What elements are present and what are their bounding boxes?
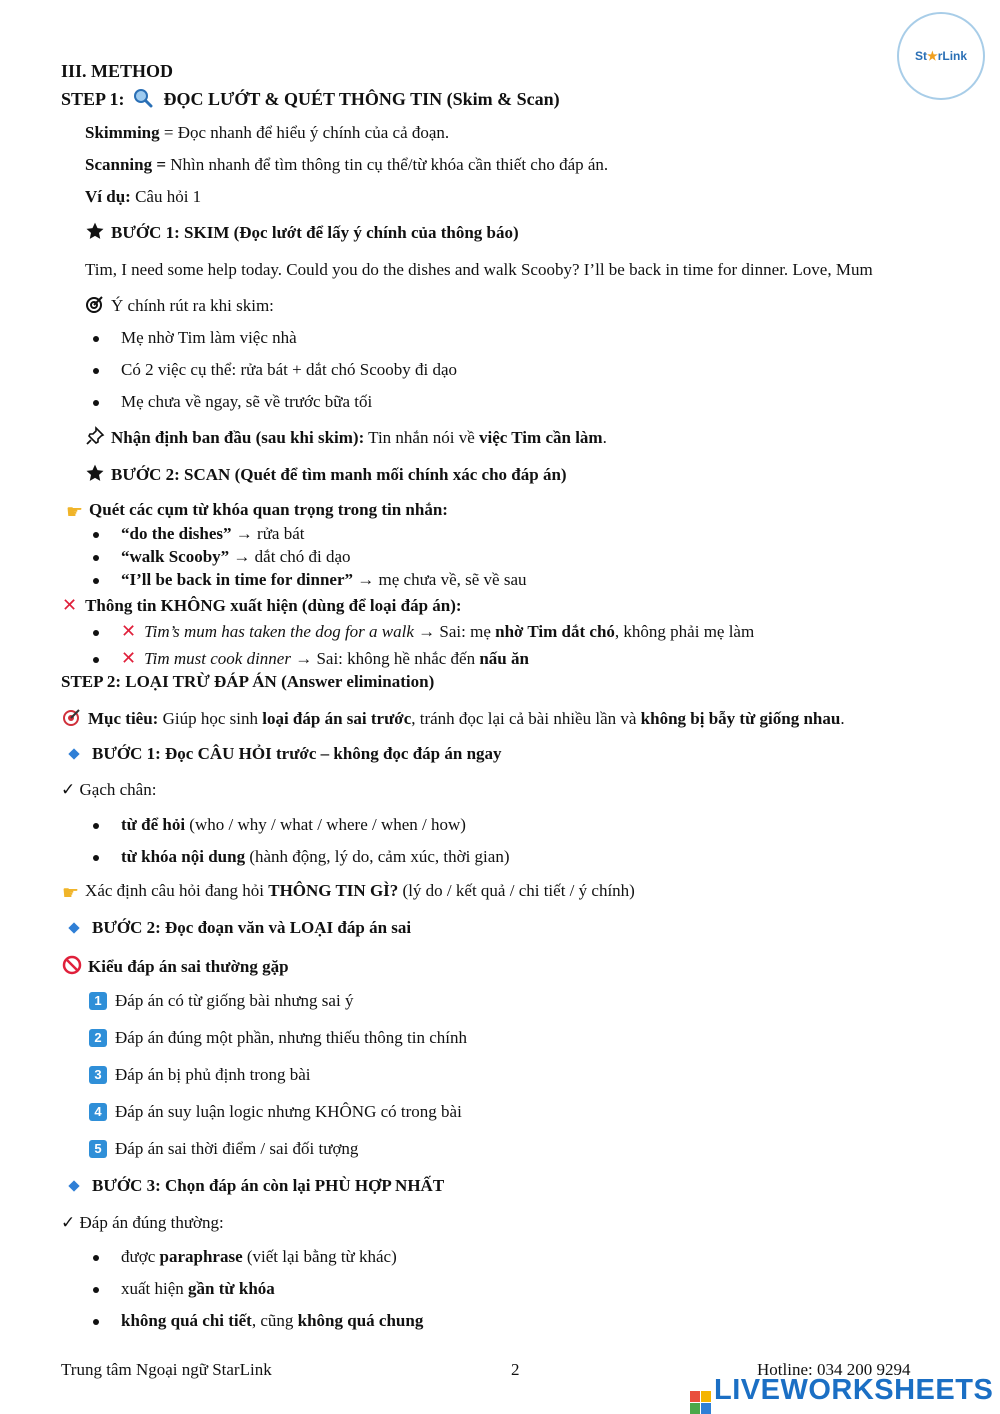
liveworksheets-logo-icon bbox=[690, 1391, 711, 1414]
goal-line: Mục tiêu: Giúp học sinh loại đáp án sai trước, tránh đọc lại cả bài nhiều lần và không bị bẫy từ giống nhau. bbox=[62, 707, 845, 729]
correct-item: được paraphrase (viết lại bằng từ khác) bbox=[121, 1247, 397, 1266]
notice-passage: Tim, I need some help today. Could you do the dishes and walk Scooby? I’ll be back in time for dinner. Love, Mum bbox=[85, 260, 873, 279]
number-badge: 4 bbox=[89, 1103, 107, 1121]
footer-hotline: Hotline: 034 200 9294 bbox=[757, 1360, 911, 1379]
bullet bbox=[93, 400, 99, 406]
number-badge: 2 bbox=[89, 1029, 107, 1047]
correct-item: xuất hiện gần từ khóa bbox=[121, 1279, 275, 1298]
liveworksheets-watermark: LIVEWORKSHEETS bbox=[690, 1374, 993, 1414]
absent-item: ✕ Tim must cook dinner → Sai: không hề nhắc đến nấu ăn bbox=[121, 648, 529, 669]
main-idea-label: Ý chính rút ra khi skim: bbox=[85, 294, 274, 316]
bullet bbox=[93, 823, 99, 829]
skimming-definition: Skimming = Đọc nhanh để hiểu ý chính của cả đoạn. bbox=[85, 123, 450, 142]
step2-heading: STEP 2: LOẠI TRỪ ĐÁP ÁN (Answer elimination) bbox=[61, 672, 435, 691]
footer-center-name: Trung tâm Ngoại ngữ StarLink bbox=[61, 1360, 272, 1379]
cross-icon: ✕ bbox=[62, 595, 78, 616]
bullet bbox=[93, 1255, 99, 1261]
underline-item: từ khóa nội dung (hành động, lý do, cảm xúc, thời gian) bbox=[121, 847, 510, 866]
keyword-item: “walk Scooby” → dắt chó đi dạo bbox=[121, 547, 351, 566]
underline-item: từ để hỏi (who / why / what / where / when / how) bbox=[121, 815, 466, 834]
number-badge: 1 bbox=[89, 992, 107, 1010]
main-idea-item: Có 2 việc cụ thể: rửa bát + dắt chó Scooby đi dạo bbox=[121, 360, 458, 379]
wrong-type-item: 2 Đáp án đúng một phần, nhưng thiếu thông tin chính bbox=[89, 1028, 467, 1048]
bullet bbox=[93, 578, 99, 584]
bullet bbox=[93, 855, 99, 861]
absent-item: ✕ Tim’s mum has taken the dog for a walk → Sai: mẹ nhờ Tim dắt chó, không phải mẹ làm bbox=[121, 621, 755, 642]
star-icon bbox=[85, 221, 105, 241]
identify-line: ☛ Xác định câu hỏi đang hỏi THÔNG TIN GÌ? (lý do / kết quả / chi tiết / ý chính) bbox=[62, 881, 635, 904]
wrong-type-item: 1 Đáp án có từ giống bài nhưng sai ý bbox=[89, 991, 353, 1011]
scanning-definition: Scanning = Nhìn nhanh để tìm thông tin cụ thể/từ khóa cần thiết cho đáp án. bbox=[85, 155, 609, 174]
absent-label: ✕ Thông tin KHÔNG xuất hiện (dùng để loại đáp án): bbox=[62, 595, 462, 616]
step2-buoc3-heading: BƯỚC 3: Chọn đáp án còn lại PHÙ HỢP NHẤT bbox=[66, 1176, 444, 1196]
pushpin-icon bbox=[85, 426, 105, 446]
number-badge: 3 bbox=[89, 1066, 107, 1084]
cross-icon: ✕ bbox=[121, 621, 137, 642]
starlink-logo: St ★ rLink bbox=[897, 12, 985, 100]
wrong-types-label: Kiểu đáp án sai thường gặp bbox=[62, 955, 289, 977]
underline-label: ✓ Gạch chân: bbox=[61, 780, 157, 799]
scan-label: ☛ Quét các cụm từ khóa quan trọng trong tin nhắn: bbox=[66, 500, 448, 523]
initial-assessment: Nhận định ban đầu (sau khi skim): Tin nhắn nói về việc Tim cần làm. bbox=[85, 426, 607, 448]
magnifier-icon bbox=[133, 88, 153, 108]
diamond-icon bbox=[68, 748, 79, 759]
prohibited-icon bbox=[62, 955, 82, 975]
bullet bbox=[93, 368, 99, 374]
keyword-item: “I’ll be back in time for dinner” → mẹ chưa về, sẽ về sau bbox=[121, 570, 527, 589]
cross-icon: ✕ bbox=[121, 648, 137, 669]
pointing-hand-icon: ☛ bbox=[62, 882, 80, 904]
bullet bbox=[93, 630, 99, 636]
example-line: Ví dụ: Câu hỏi 1 bbox=[85, 187, 202, 206]
wrong-type-item: 5 Đáp án sai thời điểm / sai đối tượng bbox=[89, 1139, 358, 1159]
keyword-item: “do the dishes” → rửa bát bbox=[121, 524, 305, 543]
main-idea-item: Mẹ chưa về ngay, sẽ về trước bữa tối bbox=[121, 392, 373, 411]
section-title: III. METHOD bbox=[61, 61, 174, 81]
correct-item: không quá chi tiết, cũng không quá chung bbox=[121, 1311, 424, 1330]
bullet bbox=[93, 532, 99, 538]
step2-buoc2-heading: BƯỚC 2: Đọc đoạn văn và LOẠI đáp án sai bbox=[66, 918, 411, 938]
step1-buoc2-heading: BƯỚC 2: SCAN (Quét để tìm manh mối chính xác cho đáp án) bbox=[85, 463, 567, 485]
bullet bbox=[93, 1319, 99, 1325]
star-icon bbox=[85, 463, 105, 483]
bullet bbox=[93, 555, 99, 561]
page-number: 2 bbox=[511, 1360, 520, 1379]
target-icon bbox=[85, 294, 105, 314]
step2-buoc1-heading: BƯỚC 1: Đọc CÂU HỎI trước – không đọc đáp án ngay bbox=[66, 744, 502, 764]
bullet bbox=[93, 1287, 99, 1293]
target-icon bbox=[62, 707, 82, 727]
diamond-icon bbox=[68, 922, 79, 933]
step1-heading: STEP 1: ĐỌC LƯỚT & QUÉT THÔNG TIN (Skim & Scan) bbox=[61, 89, 560, 109]
star-icon: ★ bbox=[926, 49, 938, 63]
diamond-icon bbox=[68, 1180, 79, 1191]
correct-label: ✓ Đáp án đúng thường: bbox=[61, 1213, 224, 1232]
bullet bbox=[93, 657, 99, 663]
step1-buoc1-heading: BƯỚC 1: SKIM (Đọc lướt để lấy ý chính của thông báo) bbox=[85, 221, 519, 243]
main-idea-item: Mẹ nhờ Tim làm việc nhà bbox=[121, 328, 297, 347]
wrong-type-item: 3 Đáp án bị phủ định trong bài bbox=[89, 1065, 310, 1085]
number-badge: 5 bbox=[89, 1140, 107, 1158]
pointing-hand-icon: ☛ bbox=[66, 501, 84, 523]
wrong-type-item: 4 Đáp án suy luận logic nhưng KHÔNG có trong bài bbox=[89, 1102, 462, 1122]
bullet bbox=[93, 336, 99, 342]
